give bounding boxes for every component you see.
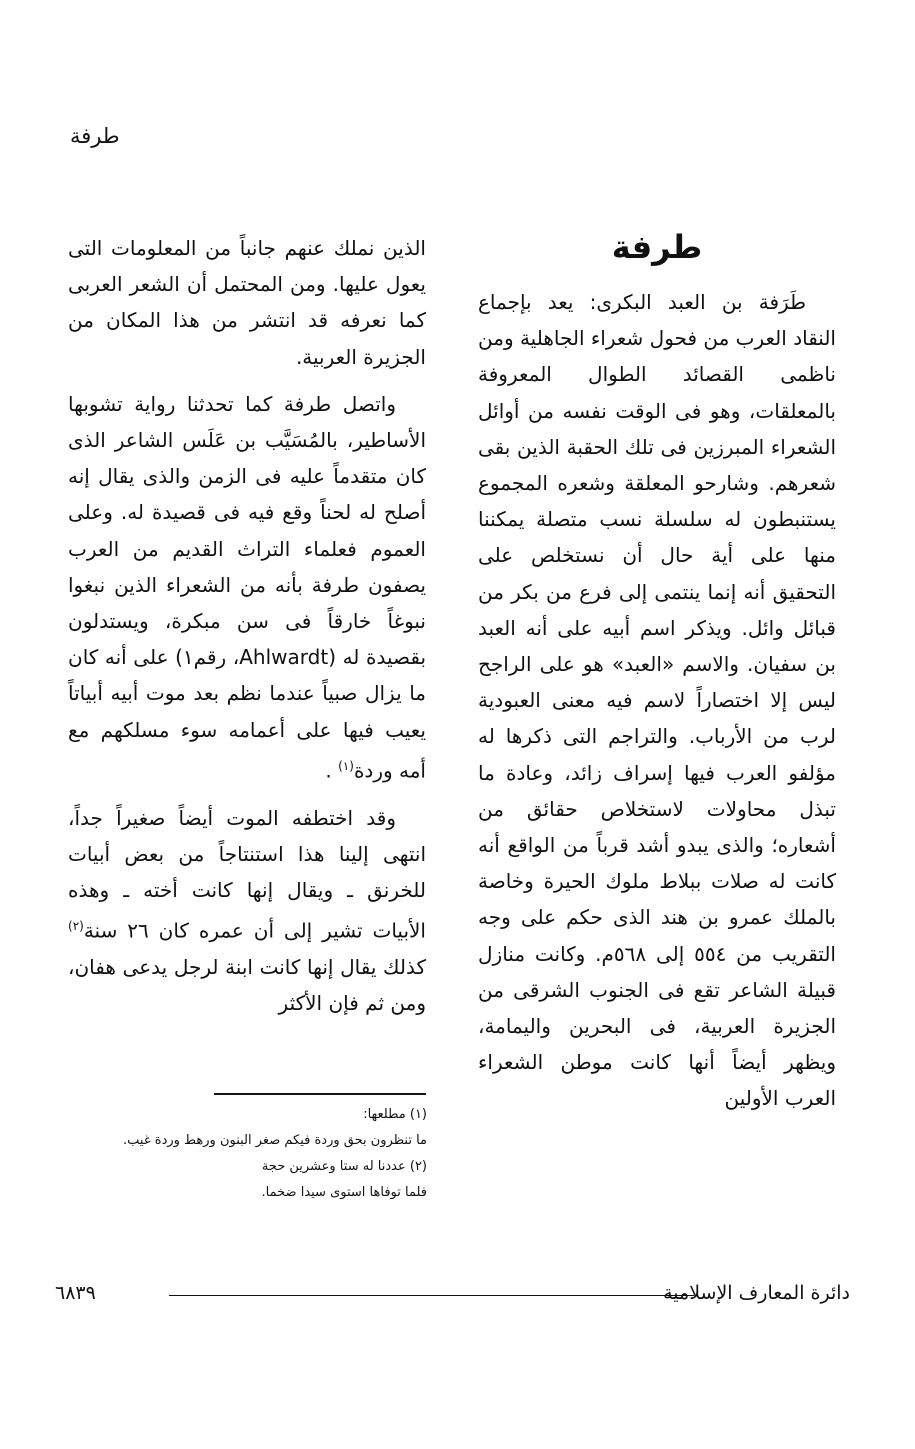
- footnotes: [55, 1102, 427, 1206]
- paragraph: الذين نملك عنهم جانباً من المعلومات التى يعول عليها. ومن المحتمل أن الشعر العربى كما نعرفه قد انتشر من هذا المكان من الجزيرة العربية.: [68, 236, 426, 369]
- footnote-line: (١) مطلعها:: [363, 1107, 427, 1122]
- paragraph: [68, 386, 426, 789]
- footnote-ref: (١): [338, 758, 354, 773]
- footnote-line: (٢) عددنا له ستا وعشرين حجة: [261, 1159, 427, 1174]
- right-column: [478, 284, 836, 1117]
- footnote-line: فلما توفاها استوى سيدا ضخما.: [261, 1185, 427, 1200]
- paragraph-text: وقد اختطفه الموت أيضاً صغيراً جداً، انتهى إلينا هذا استنتاجاً من بعض أبيات للخرنق ـ ويقال إنها كانت أخته ـ وهذه الأبيات تشير إلى أن عمره كان ٢٦ سنة: [68, 805, 426, 943]
- page-footer: [55, 1282, 850, 1312]
- running-head: طرفة: [70, 124, 120, 148]
- footnote-line: ما تنظرون بحق وردة فيكم صغر البنون ورهط وردة غيب.: [123, 1133, 427, 1148]
- paragraph: [68, 800, 426, 1022]
- footer-divider: [169, 1295, 694, 1296]
- paragraph-text: كذلك يقال إنها كانت ابنة لرجل يدعى هفان، ومن ثم فإن الأكثر: [68, 955, 426, 1016]
- page-number: ٦٨٣٩: [55, 1282, 96, 1304]
- paragraph-end: .: [325, 758, 339, 783]
- paragraph-text: واتصل طرفة كما تحدثنا رواية تشوبها الأساطير، بالمُسَيَّب بن عَلَس الشاعر الذى كان متقدماً عليه فى الزمن والذى يقال إنه أصلح له لحناً وقع فيه فى قصيدة له. وعلى العموم فعلماء التراث القديم من العرب يصفون طرفة بأنه من الشعراء الذين نبغوا نبوغاً خارقاً فى سن مبكرة، ويستدلون بقصيدة له (Ahlwardt، رقم١) على أنه كان ما يزال صبياً عندما نظم بعد موت أبيه أبياتاً يعيب فيها على أعمامه سوء مسلكهم مع أمه وردة: [68, 391, 427, 783]
- footnote-ref: (٢): [68, 919, 84, 934]
- paragraph: طَرَفة بن العبد البكرى: يعد بإجماع النقاد العرب من فحول شعراء الجاهلية ومن ناظمى القصائد الطوال المعروفة بالمعلقات، وهو فى الوقت نفسه من أوائل الشعراء المبرزين فى تلك الحقبة الذين بقى شعرهم. وشارحو المعلقة وشعره المجموع يستنبطون له سلسلة نسب متصلة يمكننا منها على أية حال أن نستخلص على التحقيق أنه إنما ينتمى إلى فرع من بكر من قبائل وائل. ويذكر اسم أبيه على أنه العبد بن سفيان. والاسم «العبد» هو على الراجح ليس إلا اختصاراً لاسم فيه معنى العبودية لرب من الأرباب. والتراجم التى ذكرها له مؤلفو العرب فيها إسراف زائد، وعادة ما تبذل محاولات لاستخلاص حقائق من أشعاره؛ والذى يبدو أشد قرباً من الواقع أنه كانت له صلات ببلاط ملوك الحيرة وخاصة بالملك عمرو بن هند الذى حكم على وجه التقريب من ٥٥٤ إلى ٥٦٨م. وكانت منازل قبيلة الشاعر تقع فى الجنوب الشرقى من الجزيرة العربية، فى البحرين واليمامة، ويظهر أيضاً أنها كانت موطن الشعراء العرب الأولين: [478, 290, 836, 1111]
- article-title: طرفة: [611, 228, 703, 266]
- publication-name: دائرة المعارف الإسلامية: [663, 1282, 850, 1304]
- footnote-divider: [214, 1093, 426, 1095]
- left-column: [68, 230, 426, 1022]
